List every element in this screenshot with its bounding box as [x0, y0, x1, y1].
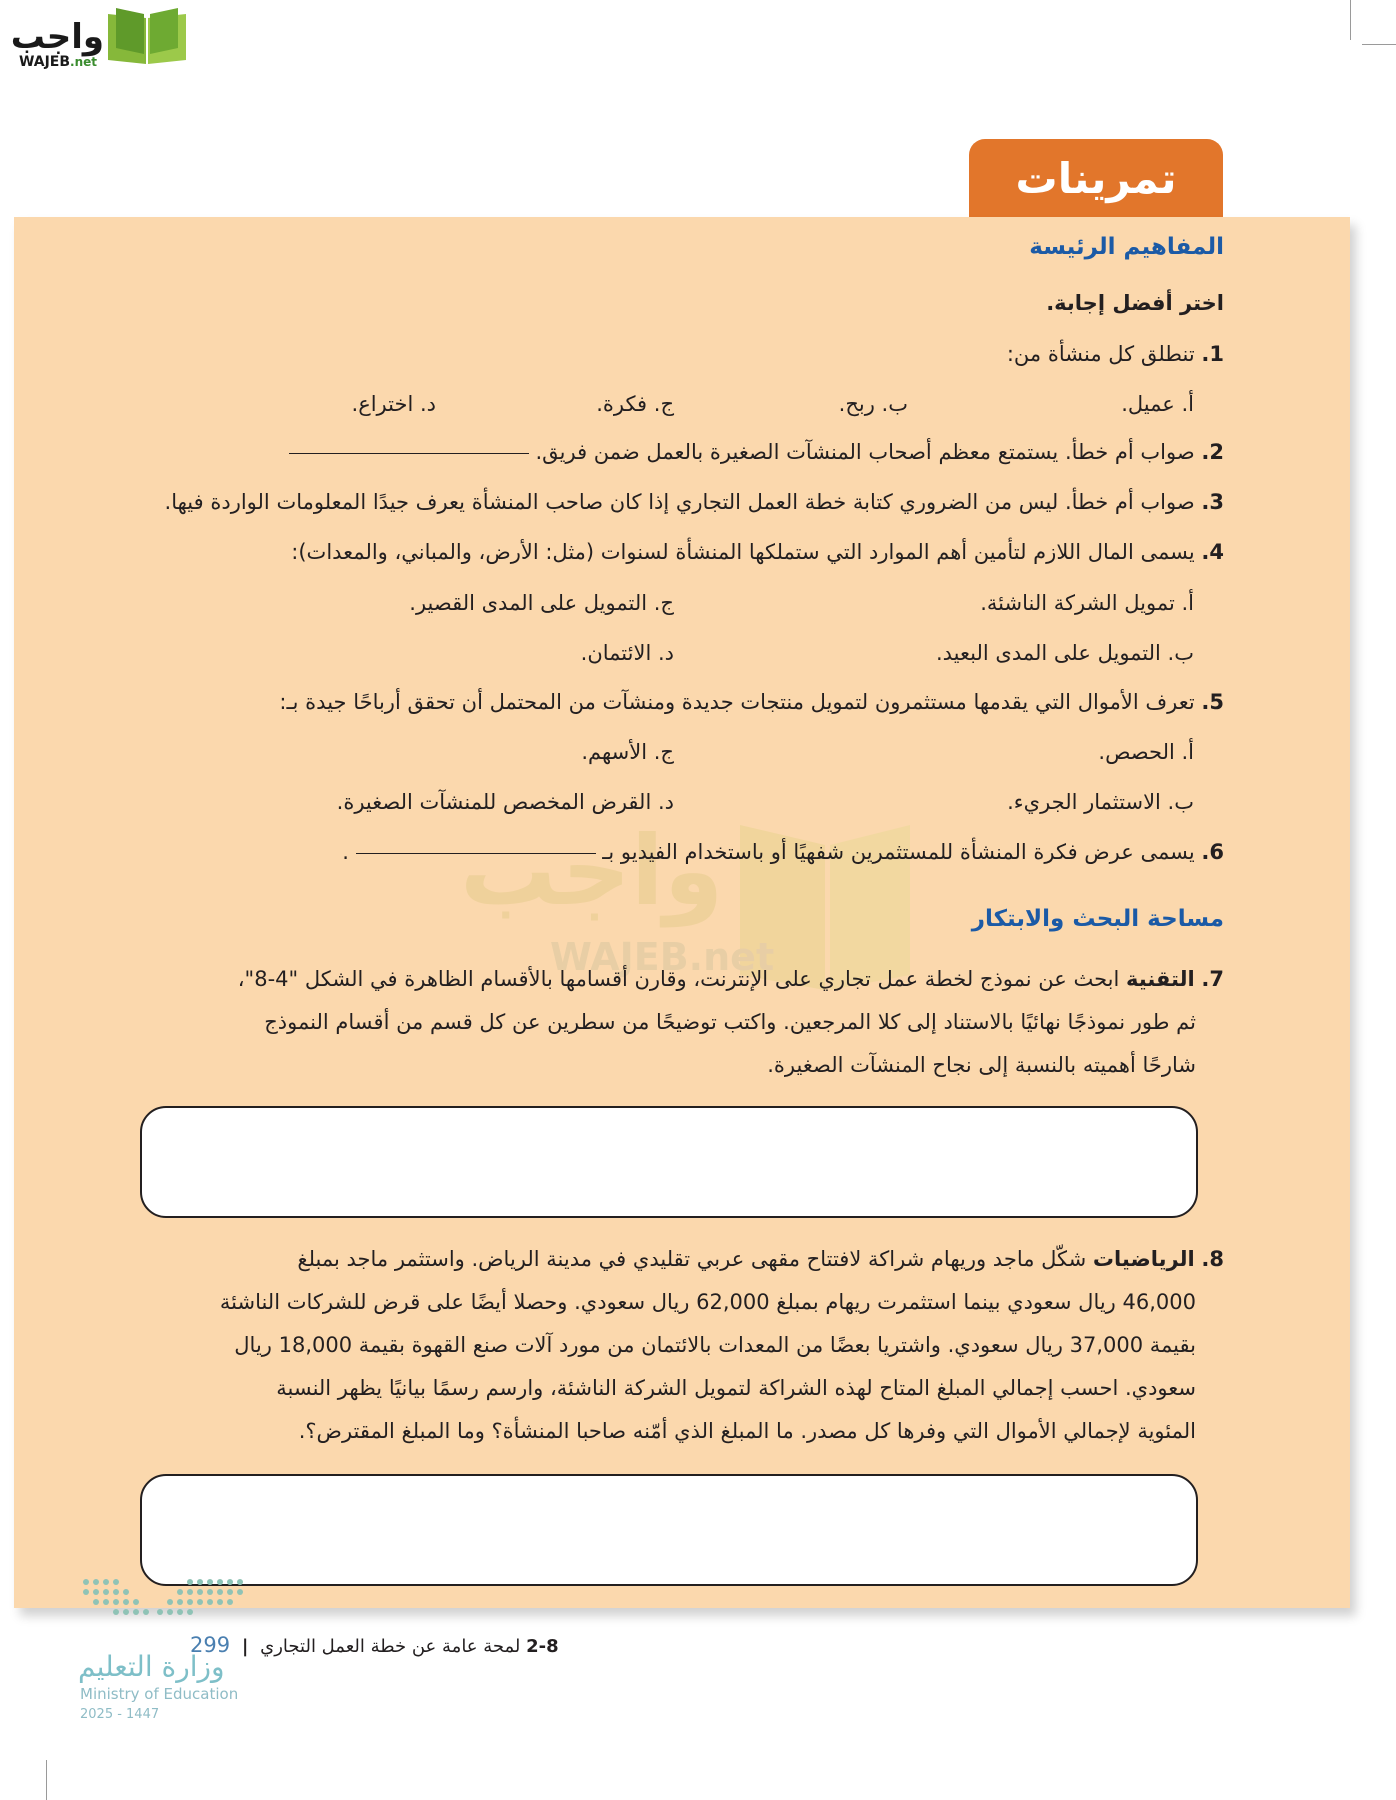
book-icon — [104, 4, 190, 68]
q4-option-a: أ. تمويل الشركة الناشئة. — [980, 591, 1194, 615]
crop-mark — [1350, 0, 1351, 40]
answer-blank[interactable] — [289, 453, 529, 454]
page-number: 299 — [190, 1633, 231, 1657]
section-heading-research: مساحة البحث والابتكار — [971, 906, 1224, 932]
section-heading-key-concepts: المفاهيم الرئيسة — [1029, 234, 1224, 260]
q5-option-c: ج. الأسهم. — [581, 740, 674, 764]
q5-option-a: أ. الحصص. — [1098, 740, 1194, 764]
crop-mark — [1362, 44, 1396, 45]
ministry-year: 2025 - 1447 — [80, 1707, 160, 1722]
q4-option-c: ج. التمويل على المدى القصير. — [409, 591, 674, 615]
page-title: تمرينات — [969, 139, 1223, 217]
question-5: 5. تعرف الأموال التي يقدمها مستثمرون لتمويل منتجات جديدة ومنشآت من المحتمل أن تحقق أرباحًا جيدة بـ: — [279, 690, 1224, 714]
question-3: 3. صواب أم خطأ. ليس من الضروري كتابة خطة العمل التجاري إذا كان صاحب المنشأة يعرف جيدًا المعلومات الواردة فيها. — [164, 490, 1224, 514]
q8-answer-box[interactable] — [140, 1474, 1198, 1586]
q7-answer-box[interactable] — [140, 1106, 1198, 1218]
q5-option-d: د. القرض المخصص للمنشآت الصغيرة. — [336, 790, 674, 814]
logo-arabic: واجب — [10, 17, 104, 57]
ministry-logo-icon — [80, 1576, 252, 1632]
q5-option-b: ب. الاستثمار الجريء. — [1007, 790, 1194, 814]
question-6: 6. يسمى عرض فكرة المنشأة للمستثمرين شفهيًا أو باستخدام الفيديو بـ . — [342, 840, 1224, 864]
question-2: 2. صواب أم خطأ. يستمتع معظم أصحاب المنشآت الصغيرة بالعمل ضمن فريق. — [289, 438, 1224, 466]
instruction: اختر أفضل إجابة. — [1046, 291, 1224, 315]
q1-option-b: ب. ربح. — [838, 392, 908, 416]
page-footer — [190, 1633, 559, 1657]
question-8: 8. الرياضيات شكّل ماجد وريهام شراكة لافتتاح مقهى عربي تقليدي في مدينة الرياض. واستثمر ماجد بمبلغ 46,000 ريال سعودي بينما استثمرت ريهام بمبلغ 62,000 ريال سعودي. وحصلا أيضًا على قرض للشركات الناشئة بقيمة 37,000 ريال سعودي. واشتريا بعضًا من المعدات بالائتمان من مورد آلات صنع القهوة بقيمة 18,000 ريال سعودي. احسب إجمالي المبلغ المتاح لهذه الشراكة لتمويل الشركة الناشئة، وارسم رسمًا بيانيًا يظهر النسبة المئوية لإجمالي الأموال التي وفرها كل مصدر. ما المبلغ الذي أمّنه صاحبا المنشأة؟ وما المبلغ المقترض؟. — [219, 1247, 1224, 1443]
q4-option-b: ب. التمويل على المدى البعيد. — [935, 641, 1194, 665]
q1-option-a: أ. عميل. — [1121, 392, 1194, 416]
logo-english: WAJEB.net — [18, 54, 98, 70]
question-1: 1. تنطلق كل منشأة من: — [1006, 342, 1224, 366]
question-4: 4. يسمى المال اللازم لتأمين أهم الموارد التي ستملكها المنشأة لسنوات (مثل: الأرض، والمباني، والمعدات): — [291, 540, 1224, 564]
watermark-arabic: واجب — [460, 815, 724, 927]
lesson-number: 2-8 — [526, 1636, 559, 1657]
question-7: 7. التقنية ابحث عن نموذج لخطة عمل تجاري على الإنترنت، وقارن أقسامها بالأقسام الظاهرة في الشكل "4-8"، ثم طور نموذجًا نهائيًا بالاستناد إلى كلا المرجعين. واكتب توضيحًا من سطرين عن كل قسم من أقسام النموذج شارحًا أهميته بالنسبة إلى نجاح المنشآت الصغيرة. — [237, 967, 1224, 1077]
footer-separator: | — [241, 1636, 249, 1657]
ministry-name-english: Ministry of Education — [80, 1685, 239, 1703]
lesson-title: لمحة عامة عن خطة العمل التجاري — [260, 1636, 521, 1657]
crop-mark — [46, 1760, 47, 1800]
q4-option-d: د. الائتمان. — [580, 641, 674, 665]
q1-option-c: ج. فكرة. — [596, 392, 674, 416]
q1-option-d: د. اختراع. — [351, 392, 436, 416]
ministry-name-arabic: وزارة التعليم — [78, 1650, 225, 1683]
answer-blank[interactable] — [356, 853, 596, 854]
watermark-english: WAJEB.net — [550, 935, 775, 979]
wajeb-logo — [10, 17, 104, 70]
